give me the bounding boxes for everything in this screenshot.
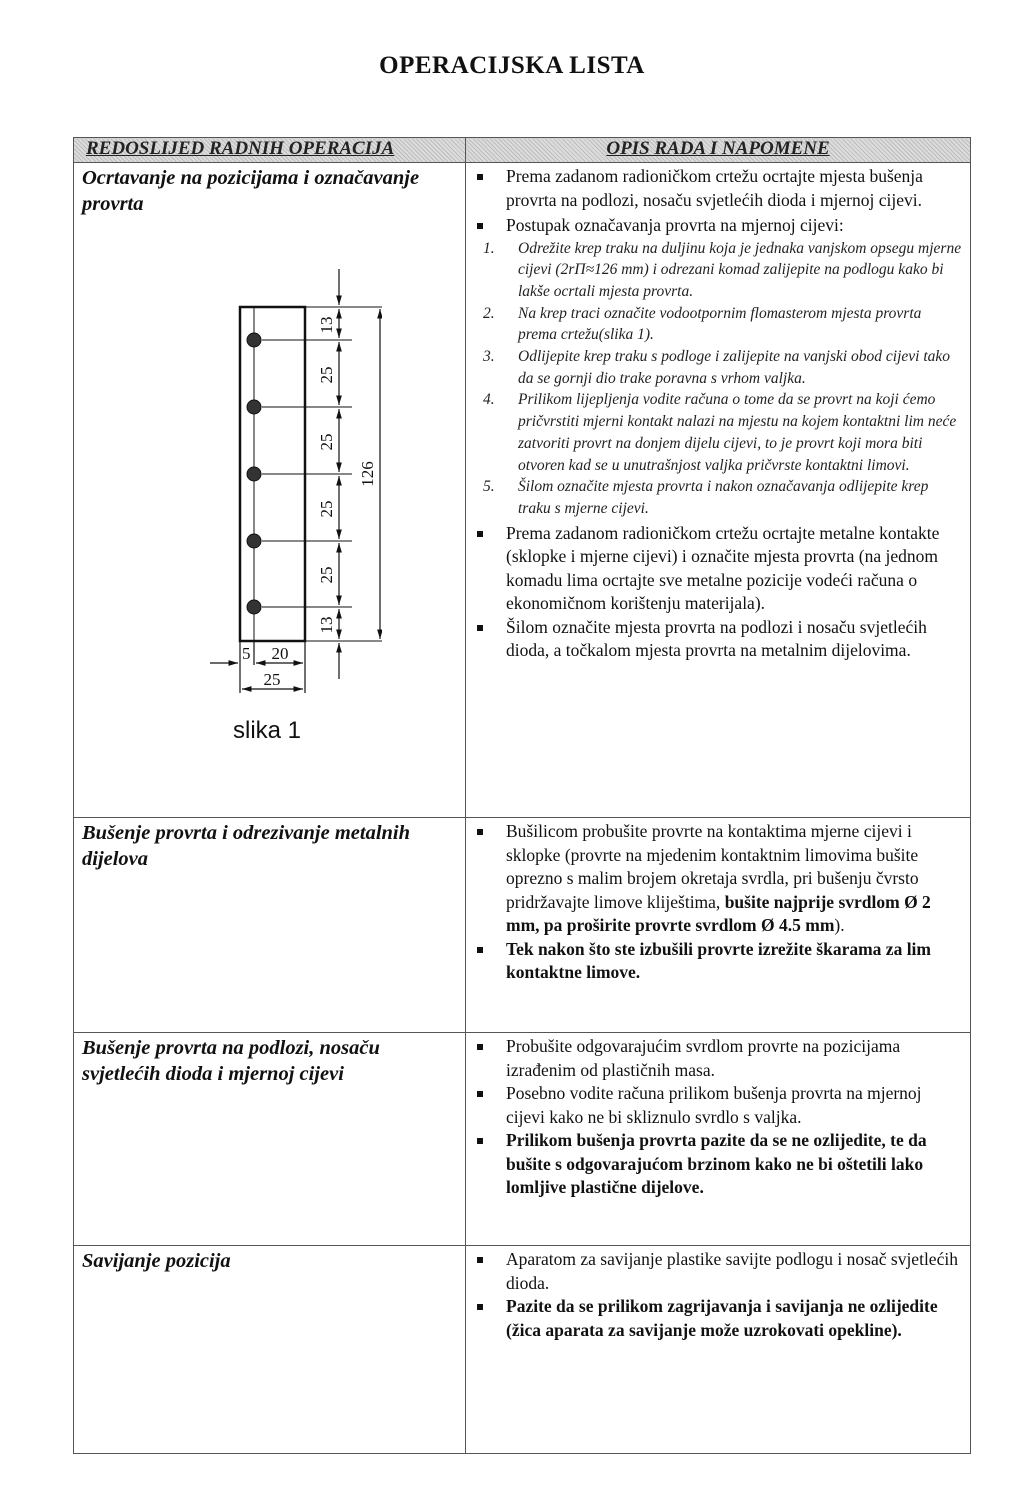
bullet-item: Postupak označavanja provrta na mjernoj cijevi: — [506, 214, 964, 238]
table-row — [74, 818, 971, 1033]
step-item: 2. Na krep traci označite vodootpornim flomasterom mjesta provrta prema crtežu(slika 1). — [483, 304, 922, 344]
bullet-list — [506, 1035, 964, 1200]
header-description: OPIS RADA I NAPOMENE — [466, 138, 971, 163]
table-row — [74, 1246, 971, 1454]
description-cell — [466, 1246, 971, 1454]
dim-25-3: 25 — [317, 500, 336, 518]
bullet-item: Prema zadanom radioničkom crtežu ocrtajte metalne kontakte (sklopke i mjerne cijevi) i označite mjesta provrta (na jednom komadu lima ocrtajte sve metalne pozicije vodeći računa o ekonomičnom korištenju materijala). — [506, 522, 964, 616]
bullet-item: Bušilicom probušite provrte na kontaktima mjerne cijevi i sklopke (provrte na mjedenim kontaktnim limovima bušite oprezno s malim brojem okretaja svrdla, pri bušenju čvrsto pridržavajte limove kliještima, bušite najprije svrdlom Ø 2 mm, pa proširite provrte svrdlom Ø 4.5 mm). — [506, 820, 964, 938]
operation-title: Bušenje provrta na podlozi, nosaču svjetlećih dioda i mjernoj cijevi — [82, 1037, 380, 1085]
procedure-steps — [483, 238, 964, 520]
description-cell — [466, 163, 971, 818]
table-row — [74, 1033, 971, 1246]
dim-25-1: 25 — [317, 366, 336, 384]
bullet-item: Šilom označite mjesta provrta na podlozi i nosaču svjetlećih dioda, a točkalom mjesta provrta na metalnim dijelovima. — [506, 616, 964, 663]
operation-title: Ocrtavanje na pozicijama i označavanje provrta — [82, 167, 420, 215]
figure-caption: slika 1 — [233, 717, 302, 744]
dim-126-total: 126 — [358, 461, 377, 487]
hole-layout-drawing — [152, 269, 382, 709]
bullet-list — [506, 522, 964, 663]
operation-cell — [74, 818, 466, 1033]
operations-table — [73, 137, 971, 1454]
header-operations: REDOSLIJED RADNIH OPERACIJA — [74, 138, 466, 163]
table-header-row — [74, 138, 971, 163]
operation-cell — [74, 1033, 466, 1246]
bullet-item: Posebno vodite računa prilikom bušenja provrta na mjernoj cijevi kako ne bi skliznulo svrdlo s valjka. — [506, 1082, 964, 1129]
bullet-item: Aparatom za savijanje plastike savijte podlogu i nosač svjetlećih dioda. — [506, 1248, 964, 1295]
bullet-list — [506, 1248, 964, 1342]
operation-title: Savijanje pozicija — [82, 1250, 231, 1272]
bullet-list — [506, 820, 964, 985]
dim-25-width: 25 — [263, 670, 281, 689]
step-item: 4. Prilikom lijepljenja vodite računa o tome da se provrt na koji ćemo pričvrstiti mjerni kontakt nalazi na mjestu na kojem kontaktni lim neće zatvoriti provrt na donjem dijelu cijevi, to je provrt koji mora biti otvoren kad se u unutrašnjost valjka pričvrste kontaktni limovi. — [483, 391, 957, 474]
step-item: 3. Odlijepite krep traku s podloge i zalijepite na vanjski obod cijevi tako da se gornji dio trake poravna s vrhom valjka. — [483, 348, 951, 387]
bullet-item: Tek nakon što ste izbušili provrte izrežite škarama za lim kontaktne limove. — [506, 938, 964, 985]
operation-title: Bušenje provrta i odrezivanje metalnih dijelova — [82, 822, 411, 870]
bullet-item: Pazite da se prilikom zagrijavanja i savijanja ne ozlijedite (žica aparata za savijanje može uzrokovati opekline). — [506, 1295, 964, 1342]
bullet-item: Prilikom bušenja provrta pazite da se ne ozlijedite, te da bušite s odgovarajućom brzinom kako ne bi oštetili lako lomljive plastične dijelove. — [506, 1129, 964, 1200]
bullet-list — [506, 165, 964, 238]
bullet-item: Probušite odgovarajućim svrdlom provrte na pozicijama izrađenim od plastičnih masa. — [506, 1035, 964, 1082]
dim-13-top: 13 — [317, 316, 336, 334]
operation-cell — [74, 1246, 466, 1454]
step-item: 1. Odrežite krep traku na duljinu koja je jednaka vanjskom opsegu mjerne cijevi (2rΠ≈126 mm) i odrezani komad zalijepite na podlogu kako bi lakše ocrtali mjesta provrta. — [483, 239, 962, 300]
description-cell — [466, 818, 971, 1033]
dim-5: 5 — [242, 644, 251, 663]
step-item: 5. Šilom označite mjesta provrta i nakon označavanja odlijepite krep traku s mjerne cijevi. — [483, 478, 929, 517]
dim-20: 20 — [271, 644, 289, 663]
operation-cell — [74, 163, 466, 818]
table-row — [74, 163, 971, 818]
dim-25-4: 25 — [317, 566, 336, 584]
bullet-item: Prema zadanom radioničkom crtežu ocrtajte mjesta bušenja provrta na podlozi, nosaču svjetlećih dioda i mjernoj cijevi. — [506, 165, 964, 212]
dim-13-bottom: 13 — [317, 616, 336, 634]
page-title: OPERACIJSKA LISTA — [379, 52, 645, 79]
dim-25-2: 25 — [317, 433, 336, 451]
description-cell — [466, 1033, 971, 1246]
